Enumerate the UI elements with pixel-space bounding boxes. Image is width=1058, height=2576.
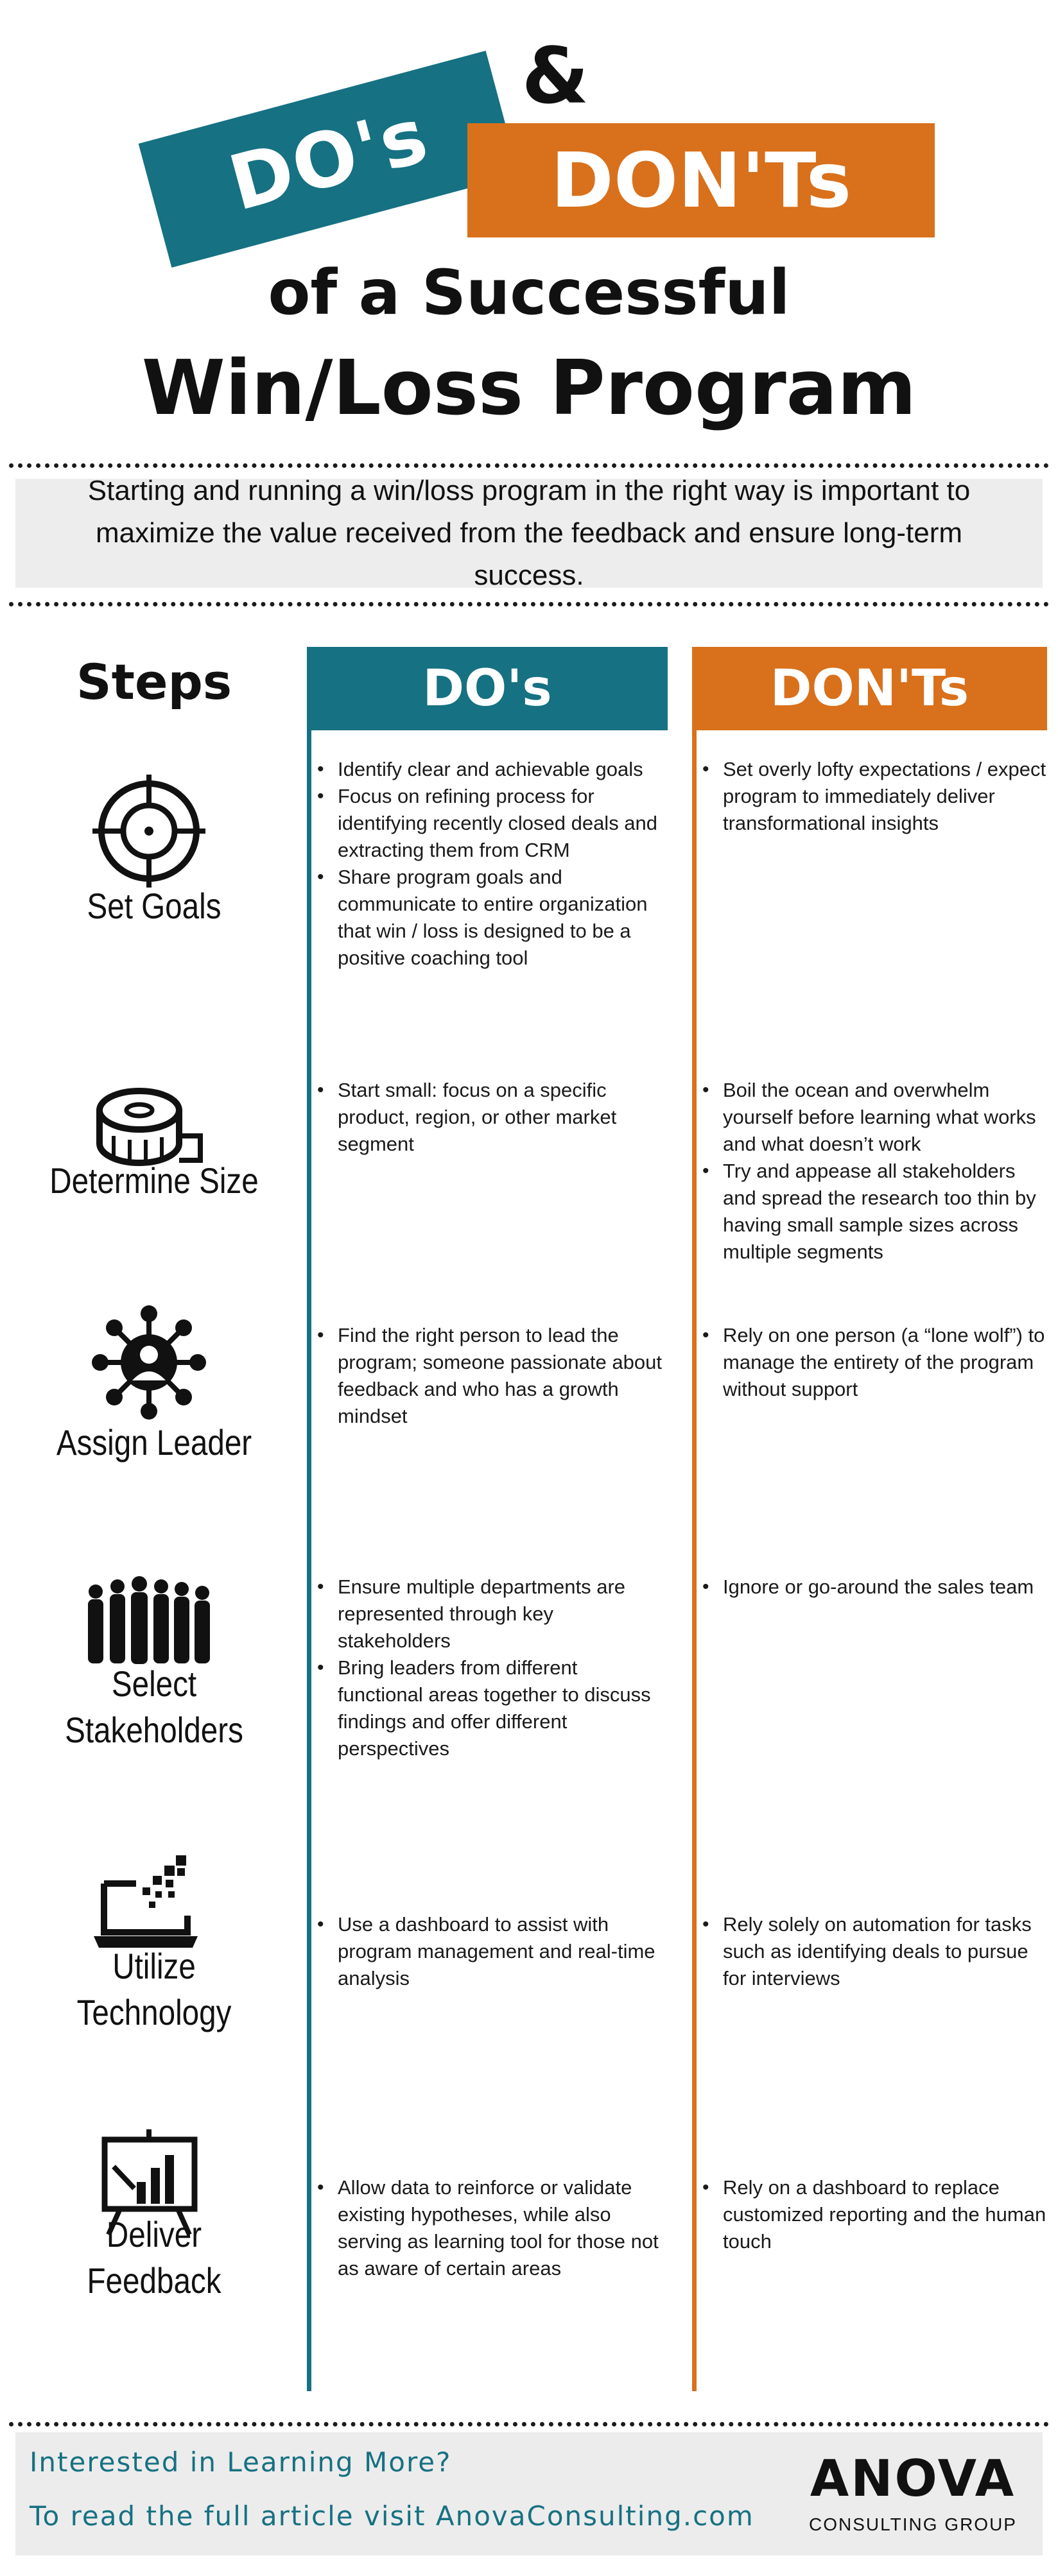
donts-cell-utilize-technology <box>702 1911 1049 1992</box>
dos-cell-assign-leader <box>317 1322 664 1430</box>
list-item: • Identify clear and achievable goals <box>317 756 664 783</box>
list-item: • Rely on a dashboard to replace customized reporting and the human touch <box>702 2174 1049 2255</box>
donts-column-rule <box>692 730 697 2391</box>
donts-banner <box>467 123 935 237</box>
list-item: • Boil the ocean and overwhelm yourself before learning what works and what doesn’t work <box>702 1077 1049 1158</box>
steps-header: Steps <box>76 653 232 710</box>
step-label-deliver-feedback: Deliver Feedback <box>87 2214 221 2301</box>
dos-banner-text: DO's <box>220 90 437 228</box>
dos-cell-utilize-technology <box>317 1911 664 1992</box>
list-item: • Rely solely on automation for tasks such as identifying deals to pursue for interviews <box>702 1911 1049 1992</box>
anova-logo-subtitle: CONSULTING GROUP <box>809 2514 1017 2534</box>
list-item: • Start small: focus on a specific product, region, or other market segment <box>317 1077 664 1158</box>
step-label-determine-size: Determine Size <box>49 1160 259 1201</box>
dos-cell-deliver-feedback <box>317 2174 664 2282</box>
title-subline: of a Successful <box>268 257 790 329</box>
step-label-set-goals: Set Goals <box>87 886 221 926</box>
ampersand: & <box>521 32 589 121</box>
dos-cell-set-goals <box>317 756 664 972</box>
donts-cell-deliver-feedback <box>702 2174 1049 2255</box>
dos-column-header: DO's <box>307 647 668 730</box>
step-label-assign-leader: Assign Leader <box>56 1422 252 1463</box>
leader-network-icon <box>85 1301 213 1423</box>
list-item: • Focus on refining process for identifying recently closed deals and extracting them from CRM <box>317 783 664 864</box>
list-item: • Use a dashboard to assist with program management and real-time analysis <box>317 1911 664 1992</box>
dos-column-rule <box>307 730 311 2391</box>
dotted-divider-footer <box>9 2422 1049 2426</box>
step-label-utilize-technology: Utilize Technology <box>76 1946 232 2032</box>
dotted-divider-intro <box>9 602 1049 606</box>
list-item: • Share program goals and communicate to entire organization that win / loss is designed to be a positive coaching tool <box>317 864 664 972</box>
dotted-divider-top <box>9 463 1049 468</box>
list-item: • Allow data to reinforce or validate existing hypotheses, while also serving as learning tool for those not as aware of certain areas <box>317 2174 664 2282</box>
donts-cell-select-stakeholders <box>702 1574 1049 1601</box>
list-item: • Bring leaders from different functional areas together to discuss findings and offer different perspectives <box>317 1654 664 1762</box>
dos-cell-select-stakeholders <box>317 1574 664 1762</box>
list-item: • Find the right person to lead the program; someone passionate about feedback and who has a growth mindset <box>317 1322 664 1430</box>
donts-column-header: DON'Ts <box>692 647 1047 730</box>
dos-cell-determine-size <box>317 1077 664 1158</box>
list-item: • Rely on one person (a “lone wolf”) to manage the entirety of the program without support <box>702 1322 1049 1403</box>
page-title: Win/Loss Program <box>141 343 917 432</box>
list-item: • Ensure multiple departments are represented through key stakeholders <box>317 1574 664 1654</box>
dos-banner <box>139 51 519 268</box>
donts-cell-determine-size <box>702 1077 1049 1266</box>
footer-cta-heading: Interested in Learning More? <box>30 2446 452 2478</box>
donts-cell-assign-leader <box>702 1322 1049 1403</box>
step-label-select-stakeholders: Select Stakeholders <box>65 1663 243 1750</box>
target-icon <box>85 770 213 892</box>
donts-cell-set-goals <box>702 756 1049 837</box>
intro-text: Starting and running a win/loss program in the right way is important to maximize the value received from the feedback and ensure long-term success. <box>15 479 1043 588</box>
footer-article-link[interactable]: To read the full article visit AnovaConsulting.com <box>30 2500 754 2532</box>
list-item: • Ignore or go-around the sales team <box>702 1574 1049 1601</box>
list-item: • Set overly lofty expectations / expect program to immediately deliver transformational insights <box>702 756 1049 837</box>
anova-logo: ANOVA <box>810 2450 1016 2508</box>
donts-banner-text: DON'Ts <box>550 136 852 225</box>
list-item: • Try and appease all stakeholders and spread the research too thin by having small sample sizes across multiple segments <box>702 1158 1049 1266</box>
footer <box>15 2432 1043 2555</box>
